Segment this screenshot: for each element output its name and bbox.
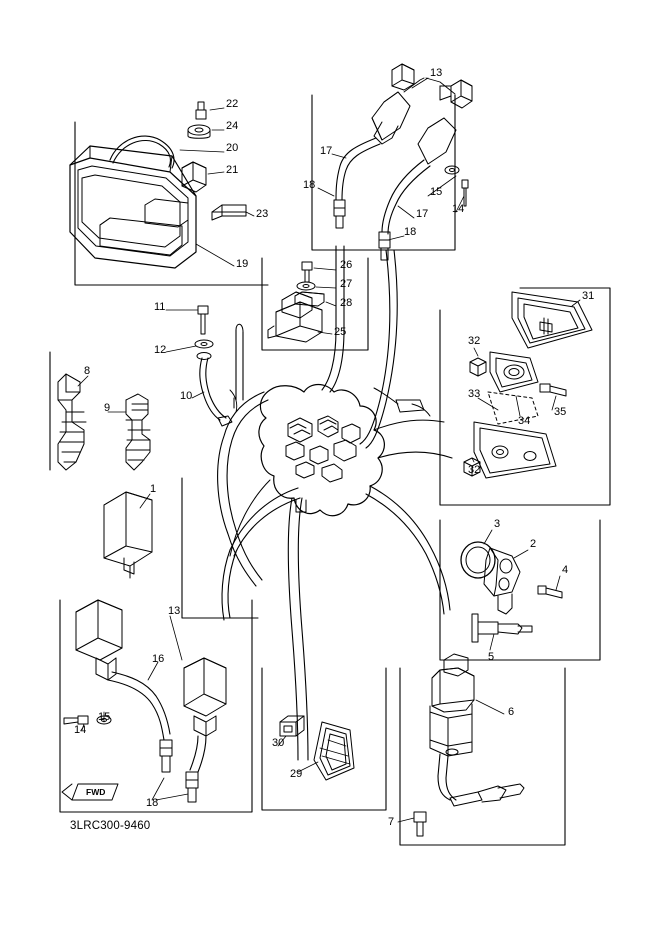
callout-18-right: 18 [404, 226, 417, 238]
callout-23: 23 [256, 208, 269, 220]
callout-13-top: 13 [430, 67, 443, 79]
callout-22: 22 [226, 98, 239, 110]
callout-18-bottom: 18 [146, 797, 159, 809]
callout-3: 3 [494, 518, 501, 530]
callout-14-top: 14 [452, 203, 465, 215]
callout-17-left: 17 [320, 145, 333, 157]
callout-26: 26 [340, 259, 353, 271]
callout-21: 21 [226, 164, 239, 176]
callout-16: 16 [152, 653, 165, 665]
callout-29: 29 [290, 768, 303, 780]
callout-14-bottom: 14 [74, 724, 87, 736]
callout-32-top: 32 [468, 335, 481, 347]
callout-12: 12 [154, 344, 167, 356]
callout-6: 6 [508, 706, 515, 718]
callout-34: 34 [518, 415, 531, 427]
callout-25: 25 [334, 326, 347, 338]
callout-35: 35 [554, 406, 567, 418]
callout-4: 4 [562, 564, 569, 576]
callout-11: 11 [154, 301, 166, 313]
callout-19: 19 [236, 258, 249, 270]
callout-27: 27 [340, 278, 353, 290]
callout-15-top: 15 [430, 186, 443, 198]
callout-24: 24 [226, 120, 239, 132]
callout-30: 30 [272, 737, 285, 749]
part-number-code: 3LRC300-9460 [70, 820, 151, 832]
callout-18-left: 18 [303, 179, 316, 191]
callout-8: 8 [84, 365, 91, 377]
fwd-direction-label: FWD [86, 787, 106, 797]
callout-28: 28 [340, 297, 353, 309]
callout-17-right: 17 [416, 208, 429, 220]
callout-33: 33 [468, 388, 481, 400]
callout-1: 1 [150, 483, 157, 495]
callout-20: 20 [226, 142, 239, 154]
callout-2: 2 [530, 538, 537, 550]
callout-13-bottom: 13 [168, 605, 181, 617]
callout-9: 9 [104, 402, 111, 414]
callout-5: 5 [488, 651, 495, 663]
callout-15-bottom: 15 [98, 711, 111, 723]
callout-32-bottom: 32 [468, 464, 481, 476]
callout-10: 10 [180, 390, 193, 402]
callout-31: 31 [582, 290, 595, 302]
callout-7: 7 [388, 816, 395, 828]
